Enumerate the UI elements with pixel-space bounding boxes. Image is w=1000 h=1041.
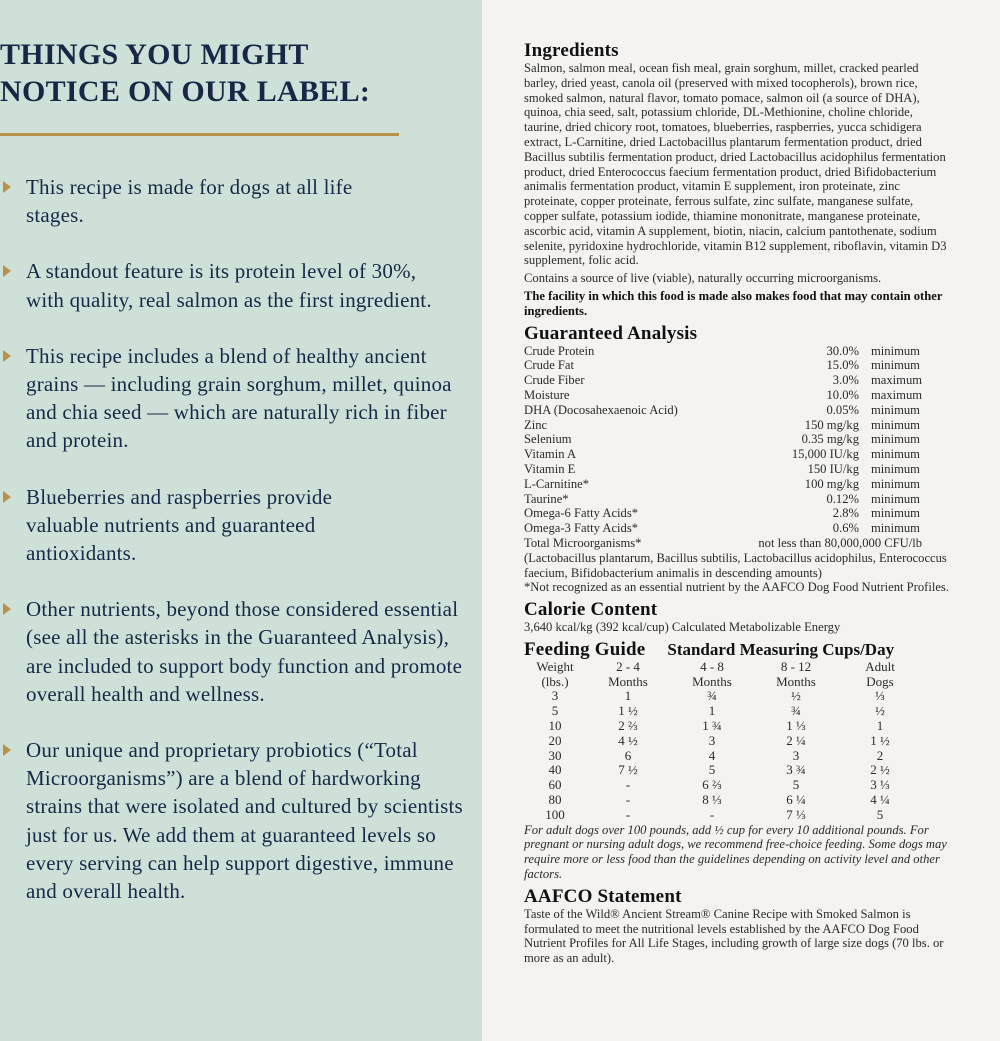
highlight-item: Other nutrients, beyond those considered essential (see all the asterisks in the Guaranteed Analysis), are included to support body function and promote overall health and wellness.	[0, 595, 466, 708]
feeding-cell: 2 ⅔	[618, 718, 638, 734]
feeding-cell: 80	[548, 792, 562, 808]
feeding-cell: ½	[791, 688, 801, 704]
feeding-row	[524, 808, 922, 823]
feeding-cell: 5	[551, 703, 559, 719]
highlights-list	[0, 173, 470, 933]
feeding-cell: 5	[792, 777, 800, 793]
triangle-bullet-icon	[3, 603, 11, 615]
label-panel	[482, 0, 1000, 1041]
analysis-value: 2.8%	[832, 506, 859, 521]
highlight-item: This recipe is made for dogs at all life stages.	[0, 173, 376, 229]
triangle-bullet-icon	[3, 744, 11, 756]
analysis-value: 30.0%	[826, 343, 859, 358]
analysis-name: Crude Fiber	[524, 373, 585, 388]
guaranteed-analysis-section	[524, 323, 949, 596]
analysis-value: 150 mg/kg	[804, 417, 859, 432]
feeding-cell: 1 ½	[618, 703, 638, 719]
analysis-row: Total Microorganisms* not less than 80,000,000 CFU/lb	[524, 535, 923, 550]
analysis-table	[524, 344, 922, 551]
analysis-row	[524, 521, 922, 536]
feeding-cell: 3 ¾	[786, 762, 806, 778]
aafco-section	[524, 886, 949, 966]
analysis-footnote: *Not recognized as an essential nutrient by the AAFCO Dog Food Nutrient Profiles.	[524, 580, 949, 595]
facility-note: The facility in which this food is made also makes food that may contain other ingredients.	[524, 288, 943, 318]
feeding-cell: 7 ½	[618, 762, 638, 778]
analysis-value: 0.6%	[832, 521, 859, 536]
analysis-row	[524, 462, 922, 477]
analysis-name: Crude Protein	[524, 343, 595, 358]
feeding-cell: 2 ¼	[786, 732, 806, 748]
analysis-value: 0.05%	[826, 402, 859, 417]
highlights-heading: THINGS YOU MIGHT NOTICE ON OUR LABEL:	[0, 38, 371, 108]
feeding-cell: 20	[548, 732, 562, 748]
calorie-text: 3,640 kcal/kg (392 kcal/cup) Calculated Metabolizable Energy	[524, 620, 841, 635]
analysis-unit: maximum	[871, 387, 923, 402]
feeding-cell: 1 ¾	[702, 718, 722, 734]
feeding-table	[524, 660, 922, 823]
feeding-subtitle: Standard Measuring Cups/Day	[667, 639, 895, 659]
ingredients-title: Ingredients	[524, 40, 619, 61]
analysis-unit: minimum	[871, 432, 920, 447]
feeding-row	[524, 763, 922, 778]
analysis-unit: minimum	[871, 402, 920, 417]
aafco-text: Taste of the Wild® Ancient Stream® Canine Recipe with Smoked Salmon is formulated to meet the nutritional levels established by the AAFCO Dog Food Nutrient Profiles for All Life Stages, including growth of large size dogs (70 lbs. or more as an adult).	[524, 906, 944, 966]
feeding-cell: 10	[548, 718, 562, 734]
feeding-title: Feeding Guide	[524, 638, 646, 660]
analysis-name: Vitamin A	[524, 447, 577, 462]
analysis-name: Zinc	[524, 417, 548, 432]
analysis-name: L-Carnitine*	[524, 476, 590, 491]
aafco-title: AAFCO Statement	[524, 885, 682, 907]
feeding-cell: 1	[624, 688, 632, 704]
analysis-unit: minimum	[871, 521, 920, 536]
feeding-cell: 8 ⅓	[702, 792, 722, 808]
analysis-row	[524, 418, 922, 433]
feeding-header-cell: Weight	[536, 658, 574, 674]
feeding-cell: 2 ½	[870, 762, 890, 778]
feeding-cell: 3	[792, 747, 800, 763]
feeding-row	[524, 734, 922, 749]
feeding-header-cell: Adult	[865, 658, 895, 674]
analysis-unit: minimum	[871, 491, 920, 506]
feeding-row	[524, 793, 922, 808]
feeding-header-cell: 8 - 12	[780, 658, 812, 674]
feeding-cell: ⅓	[875, 688, 885, 704]
feeding-cell: 1	[708, 703, 716, 719]
analysis-name: Vitamin E	[524, 461, 576, 476]
analysis-name: Moisture	[524, 387, 570, 402]
analysis-row	[524, 373, 922, 388]
analysis-name: Omega-3 Fatty Acids*	[524, 521, 639, 536]
feeding-cell: 40	[548, 762, 562, 778]
analysis-row	[524, 492, 922, 507]
feeding-cell: 5	[708, 762, 716, 778]
feeding-note: For adult dogs over 100 pounds, add ½ cup for every 10 additional pounds. For pregnant or nursing adult dogs, we recommend free-choice feeding. Some dogs may require more or less food than the guidelines depending on activity level and other factors.	[524, 822, 947, 882]
analysis-row	[524, 432, 922, 447]
analysis-unit: minimum	[871, 476, 920, 491]
feeding-header-cell: Months	[608, 673, 648, 689]
feeding-row	[524, 689, 922, 704]
analysis-value: 0.12%	[826, 491, 859, 506]
feeding-cell: 5	[876, 806, 884, 822]
feeding-cell: 3	[551, 688, 559, 704]
highlights-panel	[0, 0, 482, 1041]
feeding-cell: 6 ⅔	[702, 777, 722, 793]
analysis-unit: minimum	[871, 358, 920, 373]
feeding-row	[524, 704, 922, 719]
feeding-cell: 3	[708, 732, 716, 748]
analysis-value: 15,000 IU/kg	[791, 447, 859, 462]
feeding-cell: 4 ¼	[870, 792, 890, 808]
highlight-item: A standout feature is its protein level of 30%, with quality, real salmon as the first ingredient.	[0, 257, 446, 313]
analysis-name: DHA (Docosahexaenoic Acid)	[524, 402, 678, 417]
feeding-row	[524, 778, 922, 793]
analysis-unit: minimum	[871, 506, 920, 521]
feeding-cell: 3 ⅓	[870, 777, 890, 793]
feeding-row	[524, 719, 922, 734]
analysis-unit: minimum	[871, 417, 920, 432]
analysis-value: 100 mg/kg	[804, 476, 859, 491]
feeding-cell: 6 ¼	[786, 792, 806, 808]
feeding-cell: 4 ½	[618, 732, 638, 748]
feeding-cell: 100	[545, 806, 565, 822]
feeding-header-cell: 2 - 4	[616, 658, 640, 674]
analysis-title: Guaranteed Analysis	[524, 322, 698, 344]
gold-divider	[0, 133, 399, 136]
analysis-value: 150 IU/kg	[807, 461, 859, 476]
feeding-cell: -	[625, 777, 631, 793]
calorie-title: Calorie Content	[524, 599, 658, 621]
analysis-value: 3.0%	[832, 373, 859, 388]
feeding-header-cell: Dogs	[866, 673, 894, 689]
analysis-row	[524, 358, 922, 373]
feeding-cell: -	[625, 806, 631, 822]
analysis-unit: maximum	[871, 373, 923, 388]
analysis-value: 15.0%	[826, 358, 859, 373]
microorganism-strains: (Lactobacillus plantarum, Bacillus subtilis, Lactobacillus acidophilus, Enterococcus faecium, Bifidobacterium animalis in descending amounts)	[524, 550, 947, 580]
analysis-name: Selenium	[524, 432, 572, 447]
feeding-cell: 60	[548, 777, 562, 793]
analysis-row	[524, 403, 922, 418]
feeding-header-cell: Months	[692, 673, 732, 689]
ingredients-section	[524, 40, 949, 319]
triangle-bullet-icon	[3, 491, 11, 503]
analysis-value: 10.0%	[826, 387, 859, 402]
analysis-row	[524, 477, 922, 492]
triangle-bullet-icon	[3, 265, 11, 277]
feeding-cell: 1	[876, 718, 884, 734]
highlight-item: This recipe includes a blend of healthy ancient grains — including grain sorghum, millet, quinoa and chia seed — which are naturally rich in fiber and protein.	[0, 342, 456, 455]
highlight-item: Our unique and proprietary probiotics (“Total Microorganisms”) are a blend of hardworking strains that were isolated and cultured by scientists just for us. We add them at guaranteed levels so every serving can help support digestive, immune and overall health.	[0, 736, 471, 905]
feeding-cell: 1 ½	[870, 732, 890, 748]
analysis-name: Taurine*	[524, 491, 569, 506]
feeding-cell: 1 ⅓	[786, 718, 806, 734]
analysis-row	[524, 344, 922, 359]
analysis-unit: minimum	[871, 461, 920, 476]
feeding-cell: 2	[876, 747, 884, 763]
feeding-cell: -	[709, 806, 715, 822]
feeding-cell: -	[625, 792, 631, 808]
feeding-cell: 30	[548, 747, 562, 763]
feeding-cell: ½	[875, 703, 885, 719]
feeding-cell: ¾	[791, 703, 801, 719]
analysis-value: 0.35 mg/kg	[801, 432, 859, 447]
feeding-header-cell: Months	[776, 673, 816, 689]
analysis-unit: minimum	[871, 343, 920, 358]
ingredients-text: Salmon, salmon meal, ocean fish meal, grain sorghum, millet, cracked pearled barley, dried yeast, canola oil (preserved with mixed tocopherols), brown rice, smoked salmon, natural flavor, tomato pomace, salmon oil (a source of DHA), quinoa, chia seed, salt, potassium chloride, DL-Methionine, choline chloride, taurine, dried chicory root, tomatoes, blueberries, raspberries, yucca schidigera extract, L-Carnitine, dried Lactobacillus plantarum fermentation product, dried Bacillus subtilis fermentation product, dried Lactobacillus acidophilus fermentation product, dried Enterococcus faecium fermentation product, dried Bifidobacterium animalis fermentation product, vitamin E supplement, iron proteinate, zinc proteinate, copper proteinate, ferrous sulfate, zinc sulfate, manganese sulfate, copper sulfate, potassium iodide, thiamine mononitrate, manganese proteinate, ascorbic acid, vitamin A supplement, biotin, niacin, calcium pantothenate, sodium selenite, pyridoxine hydrochloride, vitamin B12 supplement, riboflavin, vitamin D3 supplement, folic acid.	[524, 61, 947, 268]
feeding-header-cell: (lbs.)	[541, 673, 569, 689]
analysis-name: Crude Fat	[524, 358, 575, 373]
feeding-cell: ¾	[707, 688, 717, 704]
calorie-section	[524, 599, 949, 635]
analysis-row	[524, 388, 922, 403]
probiotic-note: Contains a source of live (viable), naturally occurring microorganisms.	[524, 271, 882, 286]
analysis-row	[524, 447, 922, 462]
triangle-bullet-icon	[3, 181, 11, 193]
analysis-unit: minimum	[871, 447, 920, 462]
analysis-name: Omega-6 Fatty Acids*	[524, 506, 639, 521]
highlight-item: Blueberries and raspberries provide valuable nutrients and guaranteed antioxidants.	[0, 483, 406, 568]
feeding-cell: 4	[708, 747, 716, 763]
feeding-cell: 6	[624, 747, 632, 763]
feeding-header-row	[524, 660, 922, 675]
feeding-header-row	[524, 675, 922, 690]
feeding-guide-section	[524, 639, 949, 882]
feeding-header-cell: 4 - 8	[700, 658, 724, 674]
analysis-row	[524, 506, 922, 521]
feeding-row	[524, 749, 922, 764]
feeding-cell: 7 ⅓	[786, 806, 806, 822]
triangle-bullet-icon	[3, 350, 11, 362]
